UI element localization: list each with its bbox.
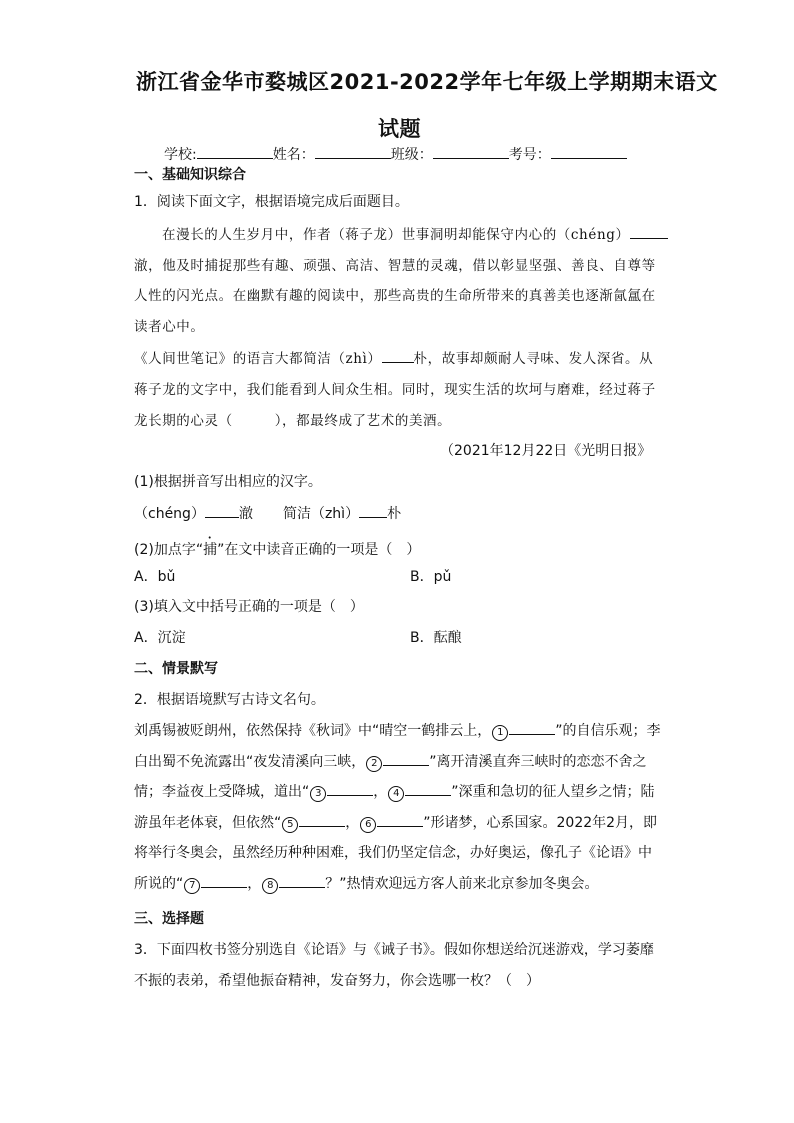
blank-number-circle: 6	[360, 817, 376, 833]
page-title-continued: 试题	[378, 117, 421, 141]
exam-no-label: 考号：	[508, 147, 551, 163]
section-heading: 一、基础知识综合	[134, 167, 246, 183]
passage-line: 龙长期的心灵（ ），都最终成了艺术的美酒。	[134, 413, 452, 429]
school-label: 学校:	[164, 147, 197, 163]
sub-question-line: （chéng） 澈 简洁（zhì） 朴	[134, 503, 401, 525]
school-blank[interactable]	[197, 144, 273, 159]
passage-line: 在漫长的人生岁月中，作者（蒋子龙）世事洞明却能保守内心的（chéng）	[162, 223, 668, 243]
page-title: 浙江省金华市婺城区2021-2022学年七年级上学期期末语文	[136, 70, 718, 94]
question-stem-continued: 不振的表弟，希望他振奋精神，发奋努力，你会选哪一枚？（ ）	[134, 973, 540, 989]
option-a[interactable]: A．沉淀	[134, 630, 186, 646]
answer-blank[interactable]	[383, 751, 429, 766]
question-stem: 1．阅读下面文字，根据语境完成后面题目。	[134, 194, 409, 210]
answer-blank[interactable]	[327, 781, 373, 796]
name-blank[interactable]	[315, 144, 391, 159]
sub-question: (2)加点字“捕”在文中读音正确的一项是（ ）	[134, 542, 421, 558]
option-a[interactable]: A．bǔ	[134, 569, 176, 585]
section-heading: 三、选择题	[134, 911, 204, 927]
passage-line: 蒋子龙的文字中，我们能看到人间众生相。同时，现实生活的坎坷与磨难，经过蒋子	[134, 382, 656, 398]
passage-line: 读者心中。	[134, 319, 205, 335]
blank-number-circle: 4	[388, 786, 404, 802]
blank-number-circle: 1	[492, 725, 508, 741]
blank-number-circle: 2	[366, 756, 382, 772]
answer-blank[interactable]	[405, 781, 451, 796]
emphasized-char: 捕	[203, 542, 218, 558]
name-label: 姓名：	[272, 147, 315, 163]
question-stem: 3．下面四枚书签分别选自《论语》与《诫子书》。假如你想送给沉迷游戏，学习萎靡	[134, 942, 654, 958]
answer-blank[interactable]	[201, 873, 247, 888]
answer-blank[interactable]	[377, 812, 423, 827]
option-b[interactable]: B．酝酿	[410, 630, 462, 646]
blank-number-circle: 5	[282, 817, 298, 833]
sub-question: (1)根据拼音写出相应的汉字。	[134, 474, 322, 490]
answer-blank[interactable]	[205, 503, 239, 518]
blank-number-circle: 7	[184, 878, 200, 894]
class-blank[interactable]	[433, 144, 509, 159]
exam-no-blank[interactable]	[551, 144, 627, 159]
class-label: 班级：	[390, 147, 433, 163]
student-info-line	[164, 144, 627, 166]
answer-blank[interactable]	[382, 348, 414, 363]
passage-line: 人性的闪光点。在幽默有趣的阅读中，那些高贵的生命所带来的真善美也逐渐氤氲在	[134, 288, 656, 304]
question-stem: 2．根据语境默写古诗文名句。	[134, 692, 325, 708]
answer-blank[interactable]	[299, 812, 345, 827]
option-b[interactable]: B．pǔ	[410, 569, 452, 585]
passage-line: 《人间世笔记》的语言大都简洁（zhì） 朴，故事却颇耐人寻味、发人深省。从	[134, 347, 653, 367]
section-heading: 二、情景默写	[134, 661, 218, 677]
recitation-paragraph: 刘禹锡被贬朗州，依然保持《秋词》中“晴空一鹤排云上， 1 ”的自信乐观；李 白出蜀不免流露出“夜发清溪向三峡， 2 ”离开清溪直奔三峡时的恋恋不舍之 情；李益夜上受降城，道出“ 3 ， 4 ”深重和急切的征人望乡之情；陆 游虽年老体衰，但依然“ 5 ， 6 ”形诸梦，心系国家。2022年2月，即 将举行冬奥会，虽然经历种种困难，我们仍坚定信念，办好奥运，像孔子《论语》中 所说的“ 7 ， 8 ？”热情欢迎远方客人前来北京参加冬奥会。	[134, 716, 664, 899]
answer-blank[interactable]	[359, 503, 387, 518]
answer-blank[interactable]	[279, 873, 325, 888]
blank-number-circle: 8	[262, 878, 278, 894]
blank-number-circle: 3	[310, 786, 326, 802]
sub-question: (3)填入文中括号正确的一项是（ ）	[134, 599, 364, 615]
passage-line: 澈，他及时捕捉那些有趣、顽强、高洁、智慧的灵魂，借以彰显坚强、善良、自尊等	[134, 258, 656, 274]
answer-blank[interactable]	[630, 224, 668, 239]
source-citation: （2021年12月22日《光明日报》	[440, 443, 652, 459]
answer-blank[interactable]	[509, 720, 555, 735]
